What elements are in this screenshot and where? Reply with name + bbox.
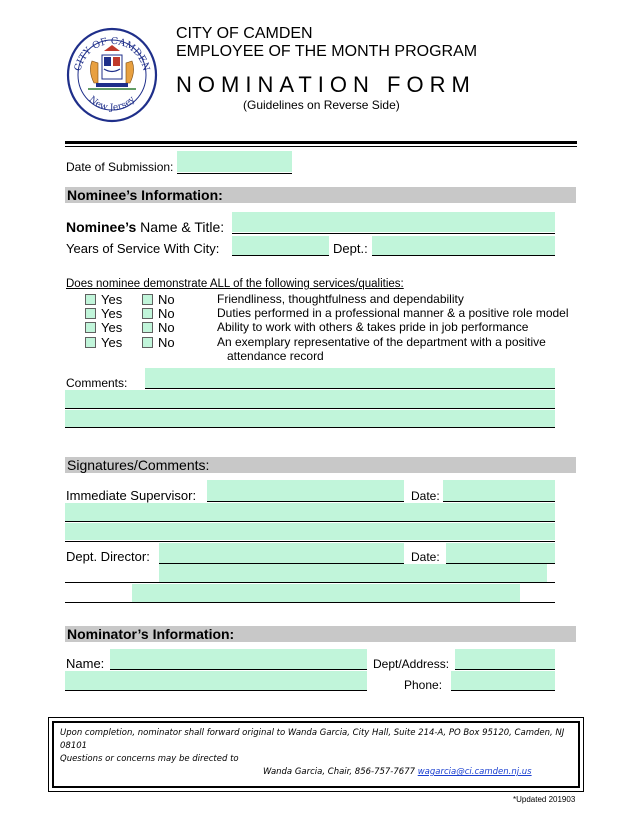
quality-1-no-checkbox[interactable]: No (142, 292, 175, 307)
quality-4-text: An exemplary representative of the department with a positive (217, 335, 546, 349)
comments-underline-3 (65, 427, 555, 428)
nominator-section-header (65, 626, 576, 642)
seal-ring-top-text: CITY OF CAMDEN (72, 35, 152, 73)
supervisor-date-field[interactable] (443, 480, 555, 501)
supervisor-date-label: Date: (411, 489, 440, 503)
nominator-name-label: Name: (66, 656, 105, 671)
supervisor-comments-underline-2 (65, 541, 555, 542)
updated-note: *Updated 201903 (513, 795, 576, 804)
checkbox-icon (142, 294, 153, 305)
submission-date-field[interactable] (177, 151, 292, 172)
nominator-phone-label: Phone: (404, 678, 443, 692)
comments-underline-2 (65, 408, 555, 409)
director-label: Dept. Director: (66, 549, 150, 564)
comments-field-line-3[interactable] (65, 410, 555, 427)
quality-1-yes-checkbox[interactable]: Yes (85, 292, 122, 307)
guidelines-note: (Guidelines on Reverse Side) (243, 98, 400, 112)
checkbox-icon (142, 322, 153, 333)
quality-4-text-continued: attendance record (227, 349, 324, 363)
submission-label: Date of Submission: (66, 160, 174, 174)
checkbox-icon (85, 308, 96, 319)
comments-underline-1 (145, 388, 555, 389)
header-divider-thick (65, 141, 577, 144)
nominator-name-underline-2 (65, 690, 367, 691)
quality-3-yes-checkbox[interactable]: Yes (85, 320, 122, 335)
nominator-phone-underline (451, 690, 555, 691)
director-comments-line-1[interactable] (159, 564, 547, 582)
director-comments-underline-2 (65, 602, 555, 603)
quality-4-yes-checkbox[interactable]: Yes (85, 335, 122, 350)
qualities-question: Does nominee demonstrate ALL of the following services/qualities: (66, 278, 404, 290)
quality-2-text: Duties performed in a professional manner & a positive role model (217, 306, 569, 320)
city-name: CITY OF CAMDEN (176, 25, 313, 42)
quality-2-no-checkbox[interactable]: No (142, 306, 175, 321)
director-comments-line-2[interactable] (132, 584, 520, 602)
submission-underline (177, 173, 292, 174)
supervisor-comments-line-2[interactable] (65, 523, 555, 540)
footer-instructions-line-1: Upon completion, nominator shall forward original to Wanda Garcia, City Hall, Suite 214-A, PO Box 95120, Camden, NJ (60, 728, 565, 738)
nominee-name-underline (232, 233, 555, 234)
checkbox-icon (85, 322, 96, 333)
footer-contact (263, 767, 532, 777)
years-of-service-field[interactable] (232, 236, 329, 255)
checkbox-icon (142, 337, 153, 348)
director-signature-field[interactable] (159, 543, 404, 563)
quality-4-no-checkbox[interactable]: No (142, 335, 175, 350)
nominee-section-header (65, 187, 576, 203)
director-comments-underline-1 (65, 582, 555, 583)
nominee-name-label (66, 219, 224, 235)
quality-1-text: Friendliness, thoughtfulness and dependability (217, 292, 464, 306)
nominee-name-label-bold: Nominee’s (66, 219, 137, 235)
footer-instructions-line-2: 08101 (60, 741, 88, 751)
seal-ring-bottom-text: New Jersey (86, 94, 138, 114)
quality-2-yes-checkbox[interactable]: Yes (85, 306, 122, 321)
signatures-section-title: Signatures/Comments: (67, 457, 210, 473)
nominator-phone-field[interactable] (451, 671, 555, 690)
footer-email-link[interactable]: wagarcia@ci.camden.nj.us (417, 767, 532, 777)
supervisor-label: Immediate Supervisor: (66, 488, 197, 503)
years-underline (232, 255, 329, 256)
nominator-section-title: Nominator’s Information: (67, 626, 235, 642)
supervisor-signature-field[interactable] (207, 480, 404, 501)
header-divider-thin (65, 146, 577, 147)
comments-field-line-1[interactable] (145, 368, 555, 388)
nominator-name-underline (110, 669, 367, 670)
signatures-section-header (65, 457, 576, 473)
checkbox-icon (142, 308, 153, 319)
nominee-name-title-field[interactable] (232, 212, 555, 232)
nominator-dept-label: Dept/Address: (373, 657, 450, 671)
dept-label: Dept.: (333, 241, 368, 256)
comments-field-line-2[interactable] (65, 390, 555, 408)
footer-contact-name: Wanda Garcia, Chair, 856-757-7677 (263, 767, 416, 777)
nominee-section-title: Nominee’s Information: (67, 187, 223, 203)
nominee-name-label-rest: Name & Title: (136, 219, 225, 235)
form-title: NOMINATION FORM (176, 72, 476, 97)
program-name: EMPLOYEE OF THE MONTH PROGRAM (176, 43, 478, 60)
director-date-field[interactable] (446, 543, 555, 563)
checkbox-icon (85, 337, 96, 348)
nominator-name-field-line-2[interactable] (65, 671, 367, 690)
nominator-dept-field[interactable] (455, 649, 555, 669)
nominator-name-field[interactable] (110, 649, 367, 669)
quality-3-no-checkbox[interactable]: No (142, 320, 175, 335)
director-date-label: Date: (411, 550, 440, 564)
supervisor-date-underline (443, 501, 555, 502)
city-seal-logo (66, 27, 158, 124)
supervisor-underline (207, 501, 404, 502)
dept-underline (372, 255, 555, 256)
footer-instructions-line-3: Questions or concerns may be directed to (60, 754, 239, 764)
dept-field[interactable] (372, 236, 555, 255)
supervisor-comments-underline-1 (65, 521, 555, 522)
checkbox-icon (85, 294, 96, 305)
quality-3-text: Ability to work with others & takes pride in job performance (217, 320, 529, 334)
comments-label: Comments: (66, 376, 128, 390)
years-of-service-label: Years of Service With City: (66, 241, 220, 256)
nominator-dept-underline (455, 669, 555, 670)
supervisor-comments-line-1[interactable] (65, 503, 555, 521)
